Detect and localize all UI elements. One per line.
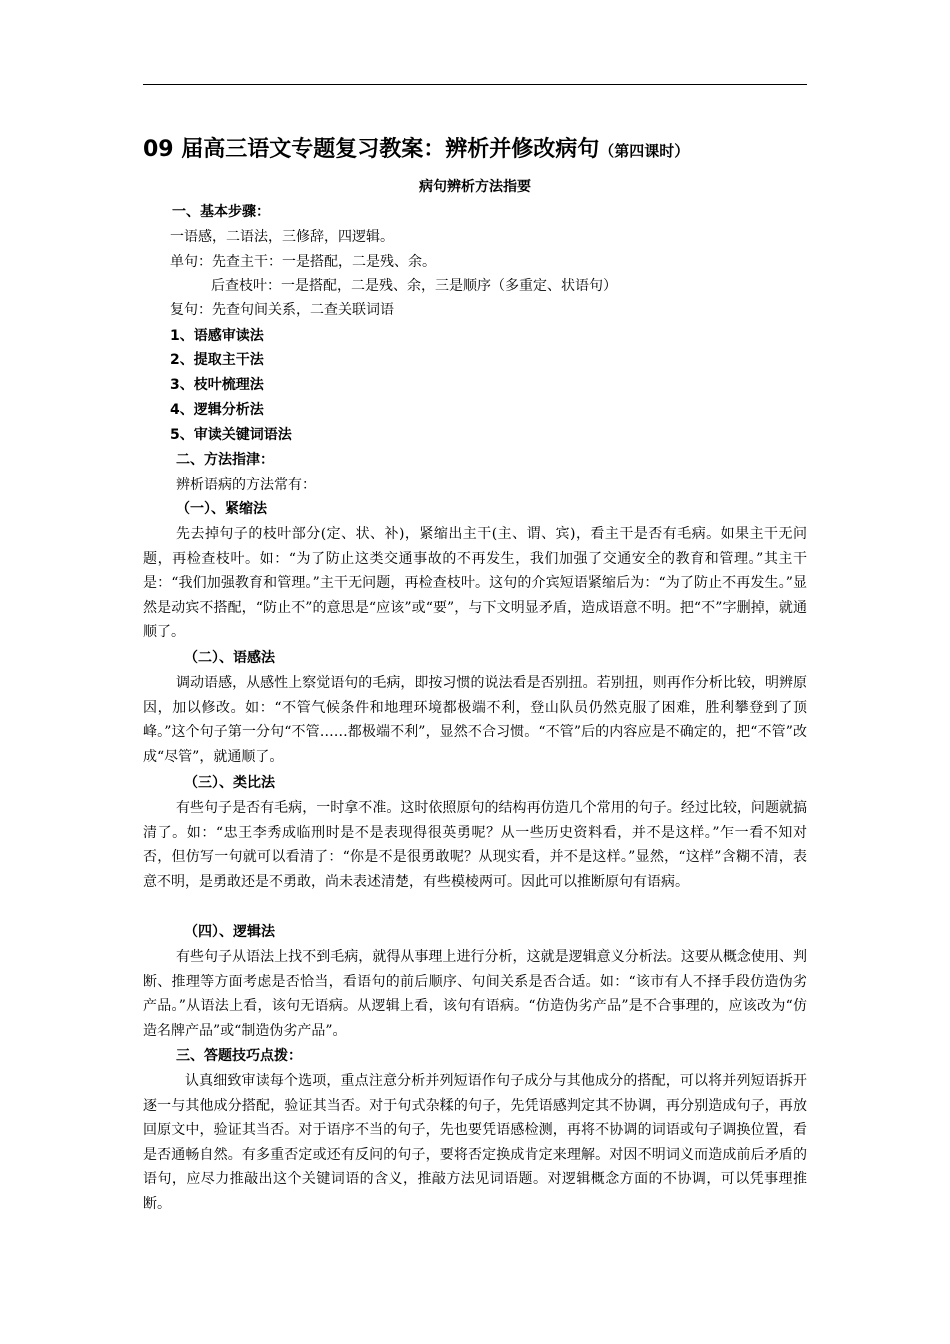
method-item: 4、逻辑分析法 — [170, 402, 264, 418]
method-item: 3、枝叶梳理法 — [170, 377, 264, 393]
section-heading-methods: 二、方法指津： — [176, 452, 274, 468]
document-subtitle: 病句辨析方法指要 — [419, 179, 531, 195]
steps-line: 后查枝叶：一是搭配，二是残、余，三是顺序（多重定、状语句） — [211, 278, 617, 294]
steps-line: 复句：先查句间关系，二查关联词语 — [170, 302, 394, 318]
method-heading-logic: （四）、逻辑法 — [184, 924, 275, 940]
method-text-compress: 先去掉句子的枝叶部分(定、状、补)，紧缩出主干(主、谓、宾)，看主干是否有毛病。如果主干无问题，再检查枝叶。如：“为了防止这类交通事故的不再发生，我们加强了交通安全的教育和管理。”其主干是：“我们加强教育和管理。”主干无问题，再检查枝叶。这句的介宾短语紧缩后为：“为了防止不再发生。”显然是动宾不搭配，“防止不”的意思是“应该”或“要”，与下文明显矛盾，造成语意不明。把“不”字删掉，就通顺了。 — [143, 526, 807, 640]
method-heading-language-sense: （二）、语感法 — [184, 650, 275, 666]
title-note: （第四课时） — [599, 142, 690, 160]
methods-intro: 辨析语病的方法常有： — [176, 477, 316, 493]
method-text-logic: 有些句子从语法上找不到毛病，就得从事理上进行分析，这就是逻辑意义分析法。这要从概念使用、判断、推理等方面考虑是否恰当，看语句的前后顺序、句间关系是否合适。如：“该市有人不择手段仿造伪劣产品。”从语法上看，该句无语病。从逻辑上看，该句有语病。“仿造伪劣产品”是不合事理的，应该改为“仿造名牌产品”或“制造伪劣产品”。 — [143, 949, 807, 1039]
section-heading-steps: 一、基本步骤： — [172, 204, 270, 220]
method-item: 5、审读关键词语法 — [170, 427, 292, 443]
section-heading-tips: 三、答题技巧点拨： — [176, 1048, 302, 1064]
method-text-language-sense: 调动语感，从感性上察觉语句的毛病，即按习惯的说法看是否别扭。若别扭，则再作分析比较，明辨原因，加以修改。如：“不管气候条件和地理环境都极端不利，登山队员仍然克服了困难，胜利攀登到了顶峰。”这个句子第一分句“不管……都极端不利”，显然不合习惯。“不管”后的内容应是不确定的，把“不管”改成“尽管”，就通顺了。 — [143, 675, 807, 765]
steps-line: 单句：先查主干：一是搭配，二是残、余。 — [170, 254, 436, 270]
header-rule — [143, 84, 807, 85]
document-title — [143, 134, 807, 167]
method-heading-compress: （一）、紧缩法 — [176, 501, 267, 517]
tips-text: 认真细致审读每个选项，重点注意分析并列短语作句子成分与其他成分的搭配，可以将并列短语拆开逐一与其他成分搭配，验证其当否。对于句式杂糅的句子，先凭语感判定其不协调，再分别造成句子，再放回原文中，验证其当否。对于语序不当的句子，先也要凭语感检测，再将不协调的词语或句子调换位置，看是否通畅自然。有多重否定或还有反问的句子，要将否定换成肯定来理解。对因不明词义而造成前后矛盾的语句，应尽力推敲出这个关键词语的含义，推敲方法见词语题。对逻辑概念方面的不协调，可以凭事理推断。 — [143, 1073, 807, 1212]
steps-line: 一语感，二语法，三修辞，四逻辑。 — [170, 229, 394, 245]
method-text-analogy: 有些句子是否有毛病，一时拿不准。这时依照原句的结构再仿造几个常用的句子。经过比较，问题就搞清了。如：“忠王李秀成临刑时是不是表现得很英勇呢？从一些历史资料看，并不是这样。”乍一看不知对否，但仿写一句就可以看清了：“你是不是很勇敢呢？从现实看，并不是这样。”显然，“这样”含糊不清，表意不明，是勇敢还是不勇敢，尚未表述清楚，有些模棱两可。因此可以推断原句有语病。 — [143, 800, 807, 890]
method-heading-analogy: （三）、类比法 — [184, 775, 275, 791]
method-item: 2、提取主干法 — [170, 352, 264, 368]
title-main: 09 届高三语文专题复习教案：辨析并修改病句 — [143, 137, 600, 162]
method-item: 1、语感审读法 — [170, 328, 264, 344]
